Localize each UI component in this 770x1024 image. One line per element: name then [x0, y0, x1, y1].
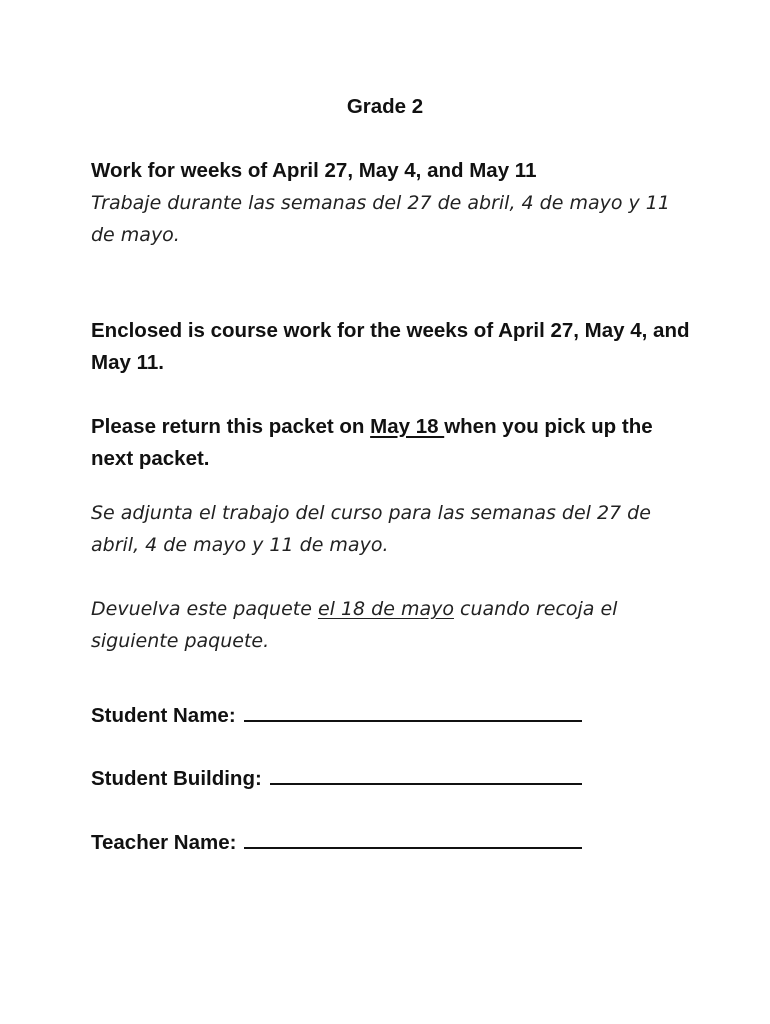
enclosed-statement: Enclosed is course work for the weeks of April 27, May 4, and May 11.: [91, 319, 690, 374]
enclosed-statement-spanish: Se adjunta el trabajo del curso para las semanas del 27 de abril, 4 de mayo y 11 de mayo.: [91, 502, 651, 556]
student-name-field: [91, 700, 691, 732]
student-building-field: [91, 763, 691, 795]
return-text-before: Please return this packet on: [91, 415, 371, 438]
student-name-label: Student Name:: [91, 704, 236, 727]
work-weeks-heading: Work for weeks of April 27, May 4, and May 11: [91, 159, 537, 182]
return-es-text-after: cuando recoja el siguiente paquete.: [91, 598, 618, 652]
return-instructions-spanish: [91, 593, 691, 657]
teacher-name-field: [91, 827, 691, 859]
return-text-after: when you pick up the next packet.: [91, 415, 653, 470]
page-title: Grade 2: [346, 95, 424, 118]
return-date: May 18: [370, 415, 445, 438]
teacher-name-label: Teacher Name:: [91, 831, 237, 854]
student-name-blank[interactable]: [244, 700, 582, 722]
teacher-name-blank[interactable]: [244, 827, 582, 849]
work-weeks-heading-spanish: Trabaje durante las semanas del 27 de abril, 4 de mayo y 11 de mayo.: [91, 192, 670, 246]
return-instructions: [91, 411, 691, 475]
student-building-label: Student Building:: [91, 767, 262, 790]
return-es-date: el 18 de mayo: [317, 598, 454, 620]
student-building-blank[interactable]: [270, 763, 582, 785]
return-es-text-before: Devuelva este paquete: [91, 598, 318, 620]
